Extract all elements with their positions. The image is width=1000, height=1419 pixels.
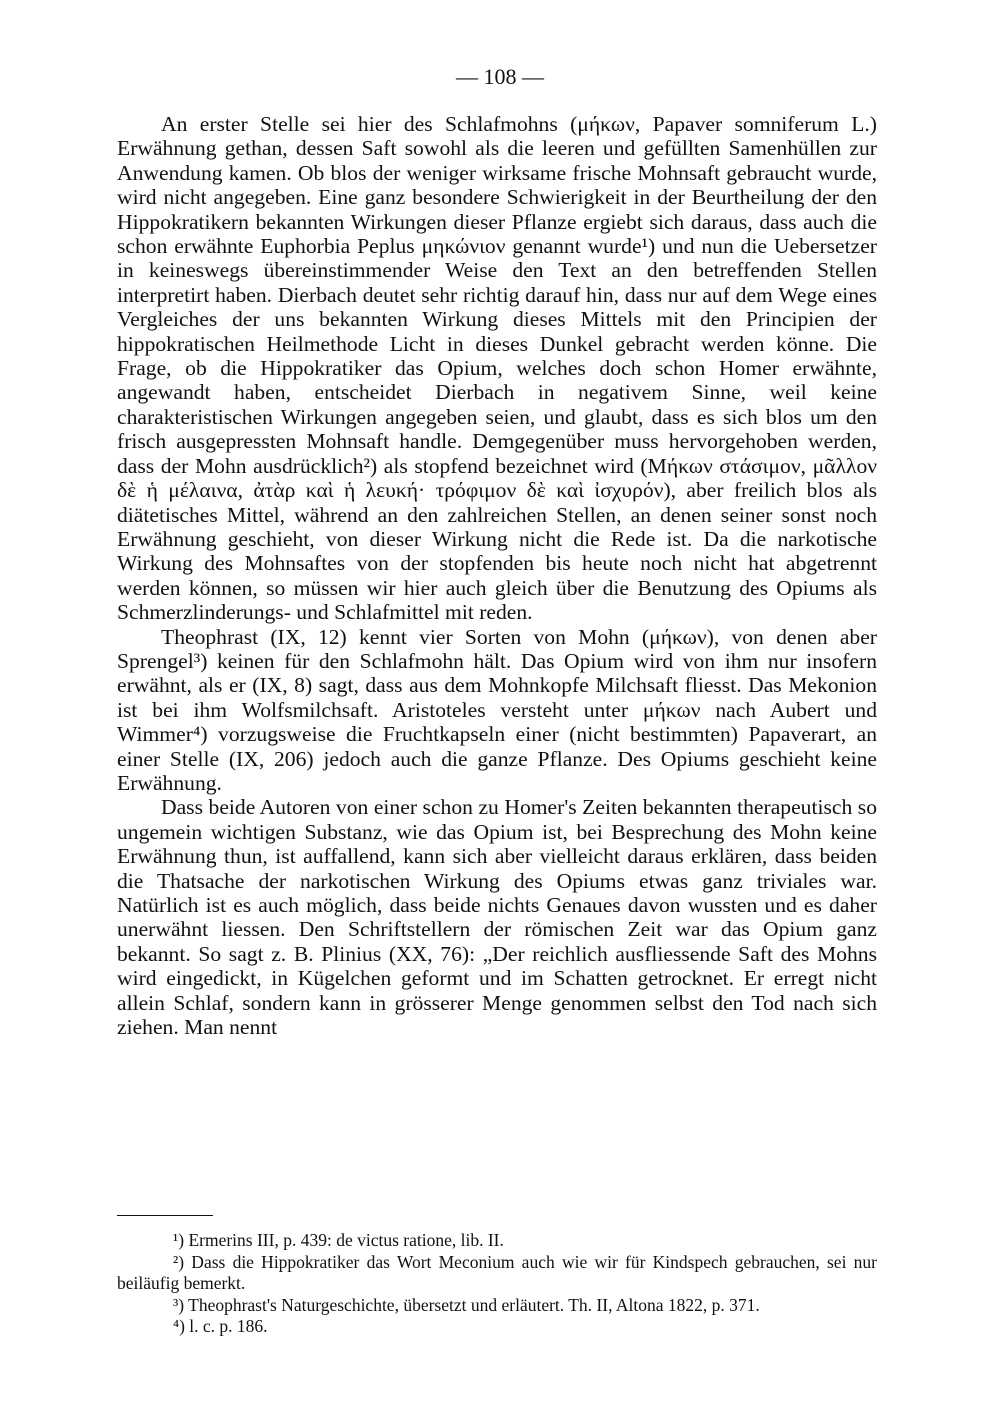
footnote-3: ³) Theophrast's Naturgeschichte, übersetzt und erläutert. Th. II, Altona 1822, p. 371. xyxy=(173,1294,760,1315)
footnote-divider xyxy=(117,1215,213,1216)
footnote-2: ²) Dass die Hippokratiker das Wort Meconium auch wie wir für Kindspech gebrauchen, sei nur beiläufig bemerkt. xyxy=(117,1251,877,1293)
footnote-4: ⁴) l. c. p. 186. xyxy=(173,1316,268,1336)
paragraph-1: An erster Stelle sei hier des Schlafmohns (μήκων, Papaver somniferum L.) Erwähnung gethan, dessen Saft sowohl als die leeren und gefüllten Samenhüllen zur Anwendung kamen. Ob blos der weniger wirksame frische Mohnsaft gebraucht wurde, wird nicht angegeben. Eine ganz besondere Schwierigkeit in der Beurtheilung der den Hippokratikern bekannten Wirkungen dieser Pflanze ergiebt sich daraus, dass auch die schon erwähnte Euphorbia Peplus μηκώνιον genannt wurde¹) und nun die Uebersetzer in keineswegs übereinstimmender Weise den Text an den betreffenden Stellen interpretirt haben. Dierbach deutet sehr richtig darauf hin, dass nur auf dem Wege eines Vergleiches der uns bekannten Wirkung dieses Mittels mit den Principien der hippokratischen Heilmethode Licht in dieses Dunkel gebracht werden könne. Die Frage, ob die Hippokratiker das Opium, welches doch schon Homer erwähnte, angewandt haben, entscheidet Dierbach in negativem Sinne, weil keine charakteristischen Wirkungen angegeben seien, und glaubt, dass es sich blos um den frisch ausgepressten Mohnsaft handle. Demgegenüber muss hervorgehoben werden, dass der Mohn ausdrücklich²) als stopfend bezeichnet wird (Μήκων στάσιμον, μᾶλλον δὲ ἡ μέλαινα, ἀτὰρ καὶ ἡ λευκή· τρόφιμον δὲ καὶ ἰσχυρόν), aber freilich blos als diätetisches Mittel, während an den zahlreichen Stellen, an denen seiner sonst noch Erwähnung geschieht, von dieser Wirkung nicht die Rede ist. Da die narkotische Wirkung des Mohnsaftes von der stopfenden bis heute noch nicht hat abgetrennt werden können, so müssen wir hier auch gleich über die Benutzung des Opiums als Schmerzlinderungs- und Schlafmittel mit reden. xyxy=(117,112,877,625)
page-number: — 108 — xyxy=(456,64,544,89)
paragraph-2: Theophrast (IX, 12) kennt vier Sorten von Mohn (μήκων), von denen aber Sprengel³) keinen für den Schlafmohn hält. Das Opium wird von ihm nur insofern erwähnt, als er (IX, 8) sagt, dass aus dem Mohnkopfe Milchsaft fliesst. Das Mekonion ist bei ihm Wolfsmilchsaft. Aristoteles versteht unter μήκων nach Aubert und Wimmer⁴) vorzugsweise die Fruchtkapseln einer (nicht bestimmten) Papaverart, an einer Stelle (IX, 206) jedoch auch die ganze Pflanze. Des Opiums geschieht keine Erwähnung. xyxy=(117,624,877,795)
footnote-1: ¹) Ermerins III, p. 439: de victus ratione, lib. II. xyxy=(173,1230,504,1250)
paragraph-3: Dass beide Autoren von einer schon zu Homer's Zeiten bekannten therapeutisch so ungemein wichtigen Substanz, wie das Opium ist, bei Besprechung des Mohn keine Erwähnung thun, ist auffallend, kann sich aber vielleicht daraus erklären, dass beiden die Thatsache der narkotischen Wirkung des Opiums etwas ganz triviales war. Natürlich ist es auch möglich, dass beide nichts Genaues davon wussten und es daher unerwähnt liessen. Den Schriftstellern der römischen Zeit war das Opium ganz bekannt. So sagt z. B. Plinius (XX, 76): „Der reichlich ausfliessende Saft des Mohns wird eingedickt, in Kügelchen geformt und im Schatten getrocknet. Er erregt nicht allein Schlaf, sondern kann in grösserer Menge genommen selbst den Tod nach sich ziehen. Man nennt xyxy=(117,795,877,1040)
body-text xyxy=(117,112,877,1039)
footnotes xyxy=(117,1230,877,1338)
